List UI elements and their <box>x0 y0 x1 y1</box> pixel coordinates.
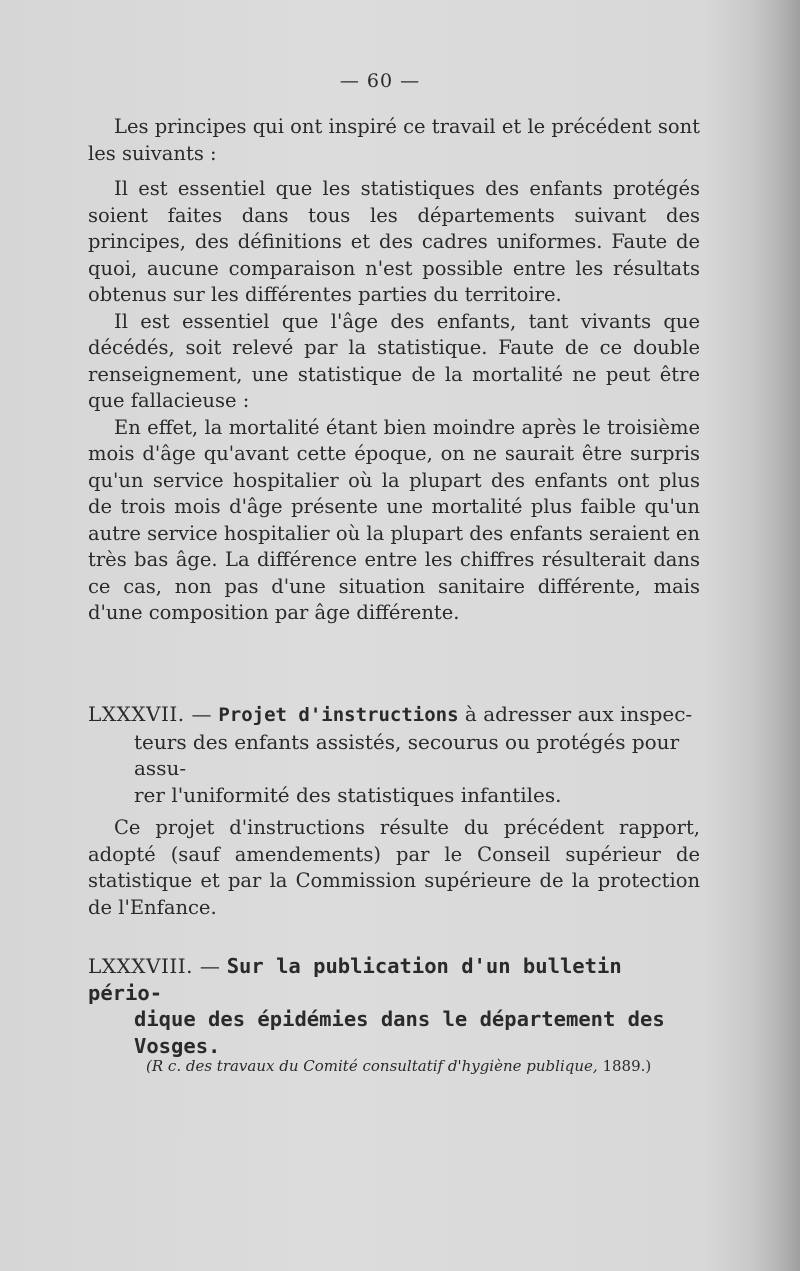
intro-paragraph-2: Il est essentiel que les statistiques des enfants protégés soient faites dans tous les départements suivant des principes, des définitions et des cadres uniformes. Faute de quoi, aucune comparaison n'est possible entre les résultats obtenus sur les différentes parties du territoire. <box>88 177 700 306</box>
section-88-title-line-3: Vosges. <box>134 1033 221 1058</box>
intro-paragraph-4: En effet, la mortalité étant bien moindre après le troisième mois d'âge qu'avant cette époque, on ne saurait être surpris qu'un service hospitalier où la plupart des enfants ont plus de trois mois d'âge présente une mortalité plus faible qu'un autre service hospitalier où la plupart des enfants seraient en très bas âge. La différence entre les chiffres résulterait dans ce cas, non pas d'une situation sanitaire différente, mais d'une composition par âge différente. <box>88 415 700 624</box>
section-87-heading <box>88 701 706 808</box>
intro-text <box>88 114 700 167</box>
section-87-title-rest: à adresser aux inspec- <box>464 702 693 726</box>
section-87-line-2: teurs des enfants assistés, secourus ou protégés pour assu- <box>134 729 680 780</box>
citation-year: 1889.) <box>602 1057 652 1075</box>
section-87-paragraph: Ce projet d'instructions résulte du précédent rapport, adopté (sauf amendements) par le Conseil supérieur de statistique et par la Commission supérieure de la protection de l'Enfance. <box>88 816 700 919</box>
intro-paragraph-1: Les principes qui ont inspiré ce travail et le précédent sont les suivants : <box>88 115 700 165</box>
citation-text: (R c. des travaux du Comité consultatif d'hygiène publique, <box>146 1057 598 1075</box>
page-number: — 60 — <box>339 70 421 92</box>
intro-text-block <box>88 176 700 627</box>
section-88-heading <box>88 953 706 1059</box>
section-87-title: Projet d'instructions <box>218 704 459 726</box>
section-87-body <box>88 815 700 921</box>
section-88-number: LXXXVIII. — <box>88 954 221 978</box>
section-88-title-line-1: Sur la publication d'un bulletin pério- <box>88 954 622 1005</box>
intro-paragraph-3: Il est essentiel que l'âge des enfants, tant vivants que décédés, soit relevé par la statistique. Faute de ce double renseignement, une statistique de la mortalité ne peut être que fallacieuse : <box>88 309 700 412</box>
citation <box>146 1057 706 1075</box>
section-87-number: LXXXVII. — <box>88 702 212 726</box>
page-edge-shadow <box>752 0 800 1271</box>
section-88-title-line-2: dique des épidémies dans le département des <box>134 1007 665 1031</box>
section-87-line-3: rer l'uniformité des statistiques infantiles. <box>134 782 562 807</box>
